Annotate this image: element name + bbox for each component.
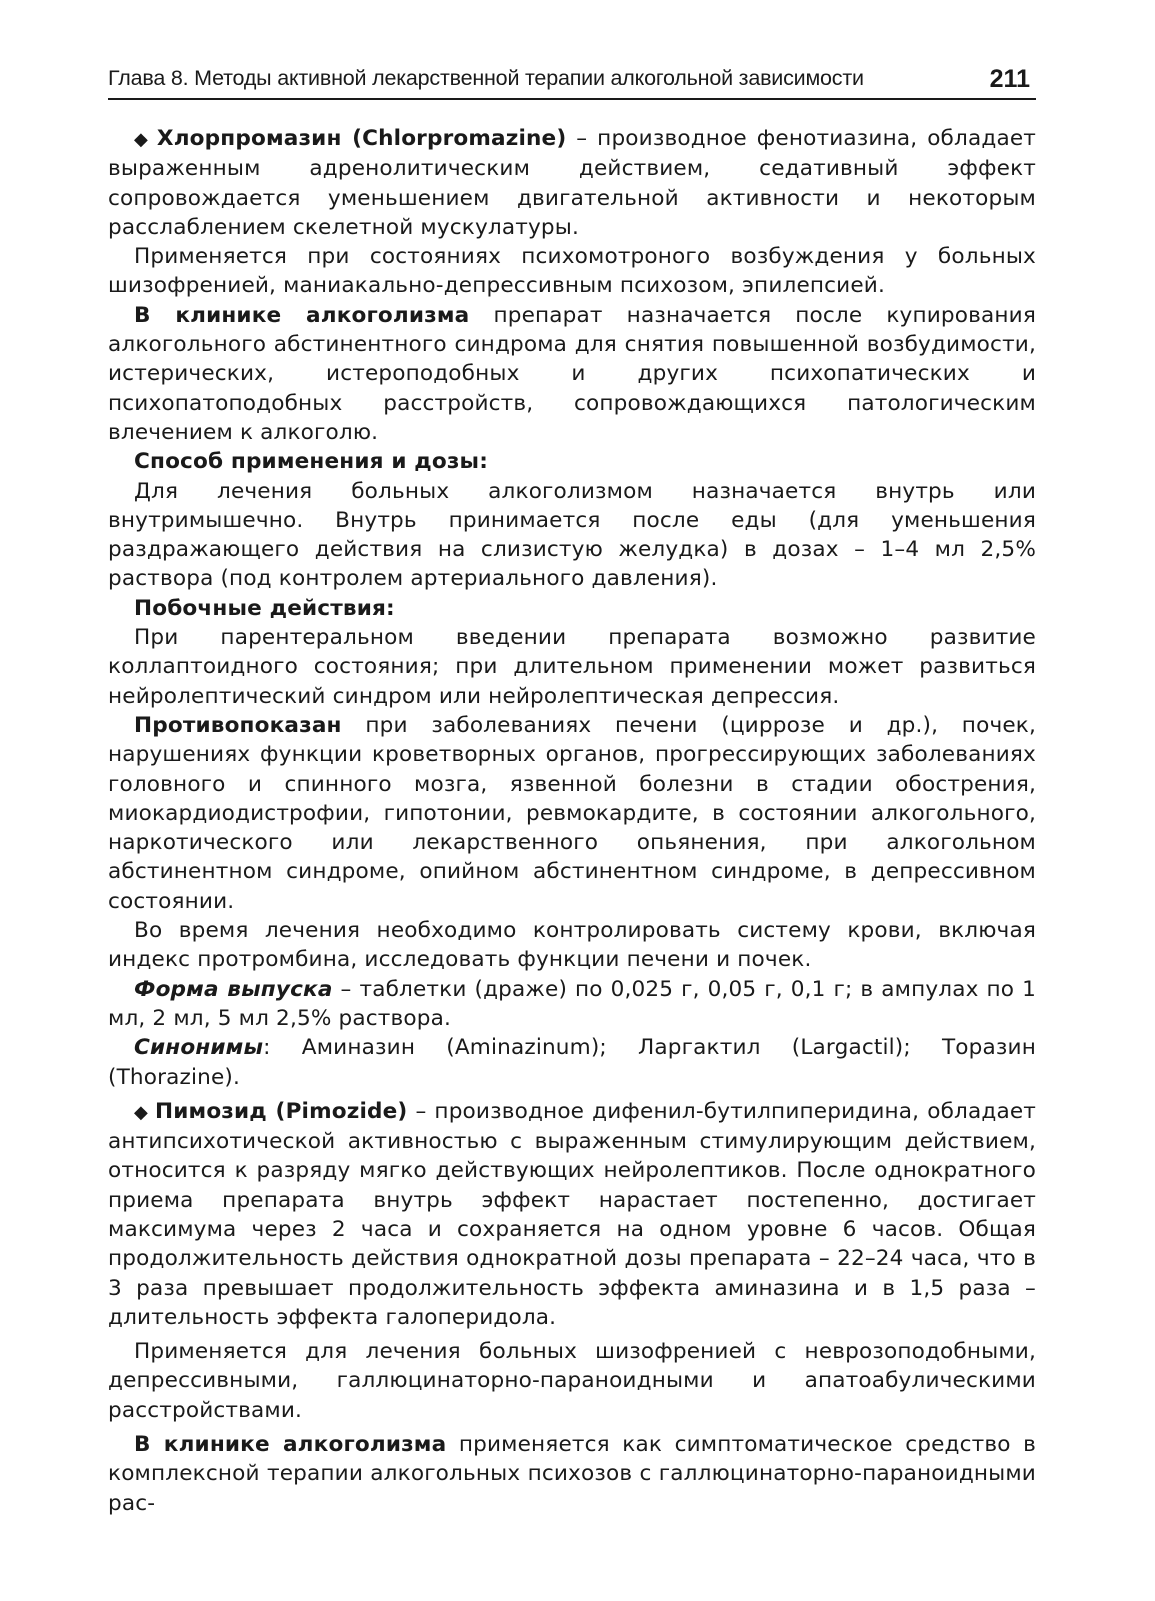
side-effects-heading: Побочные действия: (134, 595, 395, 621)
contraindications-paragraph (108, 711, 1036, 916)
pimozide-intro-paragraph (108, 1097, 1036, 1332)
paragraph-text: препарат назначается после купирования алкогольного абстинентного синдрома для снятия повышенной возбудимости, истерических, истероподобных и других психопатических и психопатоподобных расстройств, сопровождающихся патологическим влечением к алкоголю. (108, 302, 1037, 445)
side-effects-paragraph: При парентеральном введении препарата возможно развитие коллаптоидного состояния; при длительном применении может развиться нейролептический синдром или нейролептическая депрессия. (108, 625, 1036, 709)
alcohol-clinic-paragraph (108, 301, 1036, 447)
running-header (108, 60, 1036, 100)
dosage-paragraph: Для лечения больных алкоголизмом назначается внутрь или внутримышечно. Внутрь принимается после еды (для уменьшения раздражающего действия на слизистую желудка) в дозах – 1–4 мл 2,5% раствора (под контролем артериального давления). (108, 478, 1036, 592)
diamond-bullet-icon: ◆ (134, 1101, 150, 1123)
chapter-title: Глава 8. Методы активной лекарственной терапии алкогольной зависимости (108, 66, 864, 90)
paragraph-text: – производное фенотиазина, обладает выраженным адренолитическим действием, седативный эффект сопровождается уменьшением двигательной активности и некоторым расслаблением скелетной мускулатуры. (108, 126, 1036, 240)
diamond-bullet-icon: ◆ (134, 129, 151, 150)
release-form-paragraph (108, 975, 1036, 1034)
alcohol-clinic-label: В клинике алкоголизма (134, 302, 470, 328)
release-form-label: Форма выпуска (134, 976, 333, 1002)
paragraph-text: при заболеваниях печени (циррозе и др.), почек, нарушениях функции кроветворных органов, прогрессирующих заболеваниях головного и спинного мозга, язвенной болезни в стадии обострения, миокардиодистрофии, гипотонии, ревмокардите, в состоянии алкогольного, наркотического или лекарственного опьянения, при алкогольном абстинентном синдроме, опийном абстинентном синдроме, в депрессивном состоянии. (108, 712, 1036, 914)
chlorpromazine-intro-paragraph (108, 124, 1036, 242)
pimozide-indications-paragraph: Применяется для лечения больных шизофренией с неврозоподобными, депрессивными, галлюцинаторно-параноидными и апатоабулическими расстройствами. (108, 1339, 1036, 1423)
alcohol-clinic-label: В клинике алкоголизма (134, 1432, 447, 1458)
drug-name-pimozide: Пимозид (Pimozide) (155, 1098, 408, 1124)
monitoring-paragraph: Во время лечения необходимо контролировать систему крови, включая индекс протромбина, исследовать функции печени и почек. (108, 918, 1036, 973)
dosage-heading: Способ применения и дозы: (134, 449, 489, 475)
page-body (108, 124, 1036, 1518)
synonyms-label: Синонимы (134, 1035, 264, 1061)
indications-paragraph: Применяется при состояниях психомотроного возбуждения у больных шизофренией, маниакально-депрессивным психозом, эпилепсией. (108, 244, 1036, 299)
paragraph-text: применяется как симптоматическое средство в комплексной терапии алкогольных психозов с галлюцинаторно-параноидными рас- (108, 1432, 1036, 1516)
drug-name-chlorpromazine: Хлорпромазин (Chlorpromazine) (156, 126, 567, 151)
paragraph-text: : Аминазин (Aminazinum); Ларгактил (Largactil); Торазин (Thorazine). (108, 1035, 1036, 1090)
page-number: 211 (989, 65, 1030, 93)
paragraph-text: – производное дифенил-бутилпиперидина, обладает антипсихотической активностью с выраженным стимулирующим действием, относится к разряду мягко действующих нейролептиков. После однократного приема препарата внутрь эффект нарастает постепенно, достигает максимума через 2 часа и сохраняется на одном уровне 6 часов. Общая продолжительность действия однократной дозы препарата – 22–24 часа, что в 3 раза превышает продолжительность эффекта аминазина и в 1,5 раза – длительность эффекта галоперидола. (108, 1098, 1036, 1330)
pimozide-alcohol-paragraph (108, 1430, 1036, 1518)
paragraph-text: – таблетки (драже) по 0,025 г, 0,05 г, 0,1 г; в ампулах по 1 мл, 2 мл, 5 мл 2,5% раствора. (108, 976, 1036, 1031)
synonyms-paragraph (108, 1033, 1036, 1092)
contraindications-label: Противопоказан (134, 712, 342, 738)
